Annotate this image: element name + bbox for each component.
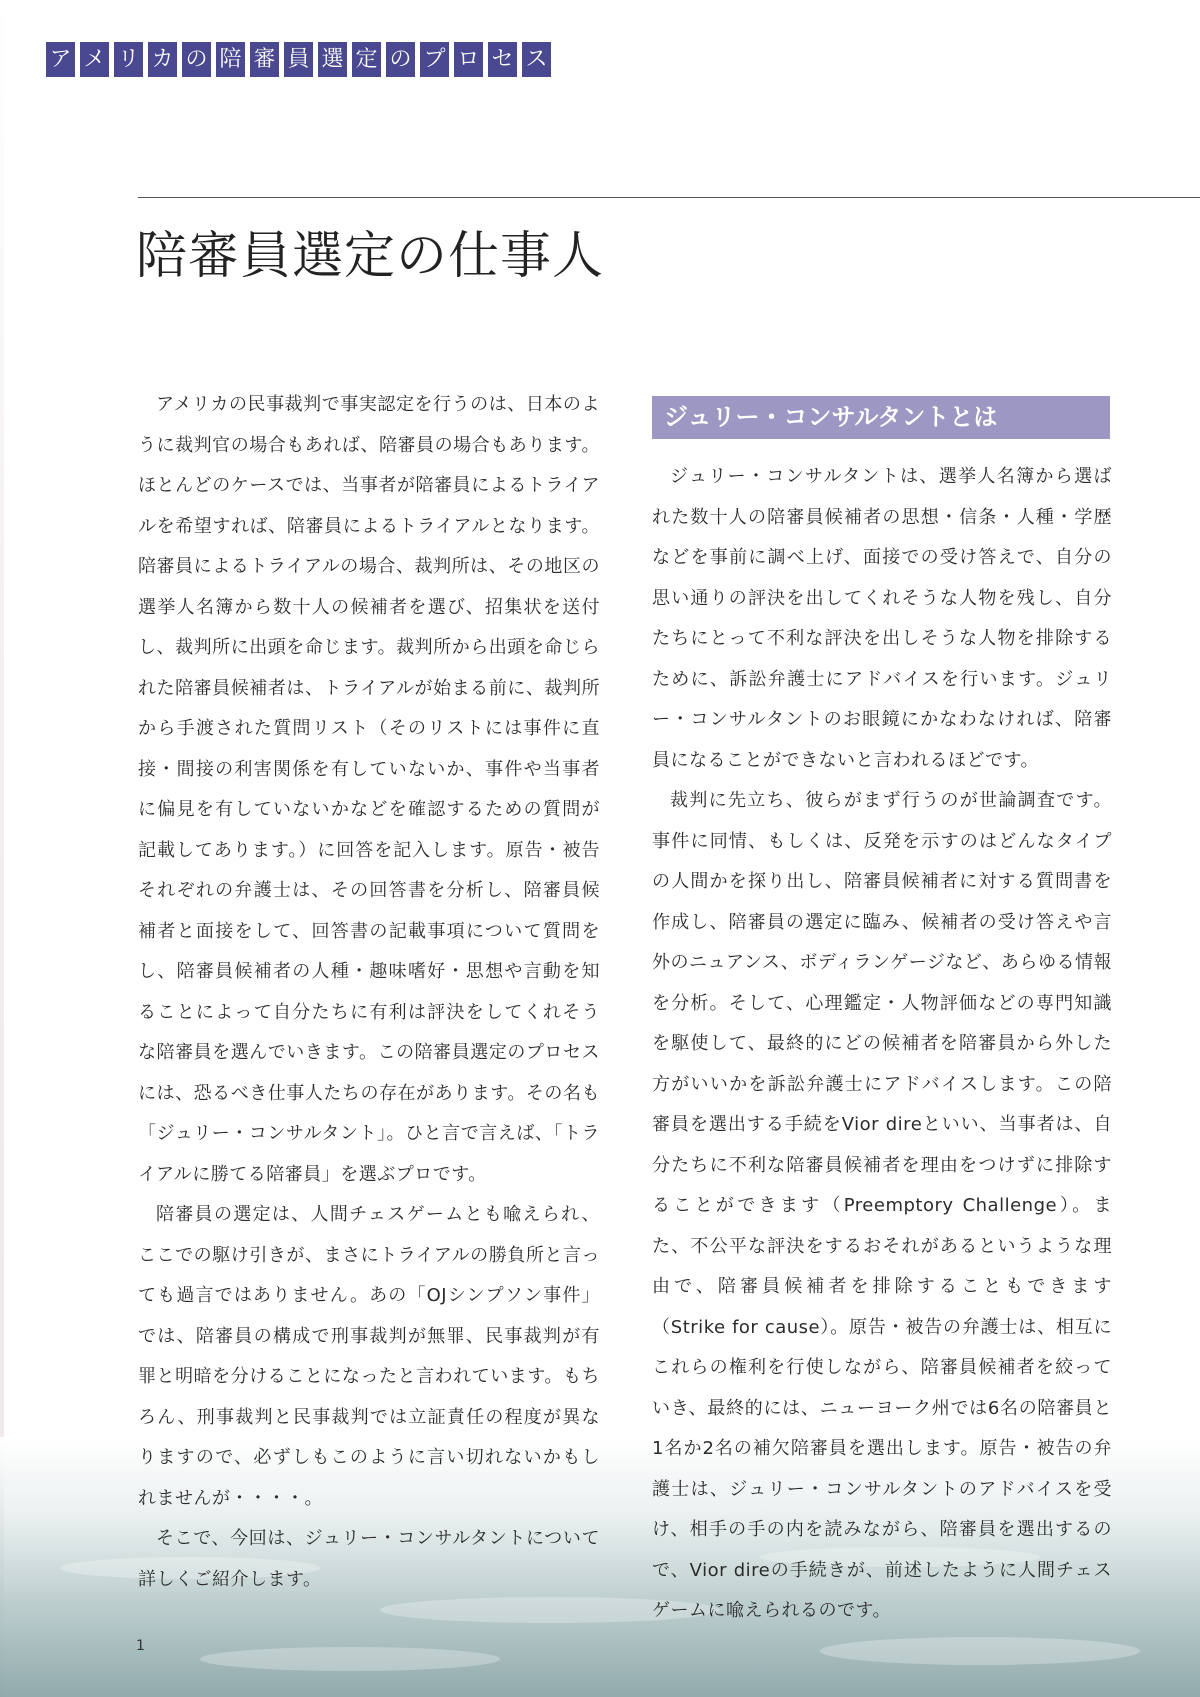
series-title-char: 陪 <box>216 42 245 77</box>
section-heading: ジュリー・コンサルタントとは <box>652 396 1110 439</box>
page-number: 1 <box>136 1638 145 1654</box>
page-title: 陪審員選定の仕事人 <box>136 227 605 286</box>
left-paragraph-1: アメリカの民事裁判で事実認定を行うのは、日本のように裁判官の場合もあれば、陪審員の場合もあります。ほとんどのケースでは、当事者が陪審員によるトライアルを希望すれば、陪審員によるトライアルとなります。陪審員によるトライアルの場合、裁判所は、その地区の選挙人名簿から数十人の候補者を選び、招集状を送付し、裁判所に出頭を命じます。裁判所から出頭を命じられた陪審員候補者は、トライアルが始まる前に、裁判所から手渡された質問リスト（そのリストには事件に直接・間接の利害関係を有していないか、事件や当事者に偏見を有していないかなどを確認するための質問が記載してあります。）に回答を記入します。原告・被告それぞれの弁護士は、その回答書を分析し、陪審員候補者と面接をして、回答書の記載事項について質問をし、陪審員候補者の人種・趣味嗜好・思想や言動を知ることによって自分たちに有利は評決をしてくれそうな陪審員を選んでいきます。この陪審員選定のプロセスには、恐るべき仕事人たちの存在があります。その名も「ジュリー・コンサルタント」。ひと言で言えば、「トライアルに勝てる陪審員」を選ぶプロです。 <box>138 394 600 1185</box>
series-title-char: ア <box>46 42 75 77</box>
series-title-char: セ <box>488 42 517 77</box>
series-title-char: プ <box>420 42 449 77</box>
series-title-char: 審 <box>250 42 279 77</box>
series-title-char: 員 <box>284 42 313 77</box>
left-paragraph-3: そこで、今回は、ジュリー・コンサルタントについて詳しくご紹介します。 <box>138 1528 600 1590</box>
left-column <box>138 385 600 1600</box>
header-divider <box>138 197 1200 198</box>
series-title-char: 選 <box>318 42 347 77</box>
series-title-char: ス <box>522 42 551 77</box>
series-title-char: の <box>386 42 415 77</box>
series-title-char: 定 <box>352 42 381 77</box>
series-title <box>46 42 551 77</box>
series-title-char: の <box>182 42 211 77</box>
left-paragraph-2: 陪審員の選定は、人間チェスゲームとも喩えられ、ここでの駆け引きが、まさにトライアルの勝負所と言っても過言ではありません。あの「OJシンプソン事件」では、陪審員の構成で刑事裁判が無罪、民事裁判が有罪と明暗を分けることになったと言われています。もちろん、刑事裁判と民事裁判では立証責任の程度が異なりますので、必ずしもこのように言い切れないかもしれませんが・・・・。 <box>138 1204 600 1509</box>
series-title-char: ロ <box>454 42 483 77</box>
series-title-char: メ <box>80 42 109 77</box>
series-title-char: リ <box>114 42 143 77</box>
right-paragraph-1: ジュリー・コンサルタントは、選挙人名簿から選ばれた数十人の陪審員候補者の思想・信条・人種・学歴などを事前に調べ上げ、面接での受け答えで、自分の思い通りの評決を出してくれそうな人物を残し、自分たちにとって不利な評決を出しそうな人物を排除するために、訴訟弁護士にアドバイスを行います。ジュリー・コンサルタントのお眼鏡にかなわなければ、陪審員になることができないと言われるほどです。 <box>652 466 1112 771</box>
series-title-char: カ <box>148 42 177 77</box>
right-paragraph-2: 裁判に先立ち、彼らがまず行うのが世論調査です。事件に同情、もしくは、反発を示すのはどんなタイプの人間かを探り出し、陪審員候補者に対する質問書を作成し、陪審員の選定に臨み、候補者の受け答えや言外のニュアンス、ボディランゲージなど、あらゆる情報を分析。そして、心理鑑定・人物評価などの専門知識を駆使して、最終的にどの候補者を陪審員から外した方がいいかを訴訟弁護士にアドバイスします。この陪審員を選出する手続をVior direといい、当事者は、自分たちに不利な陪審員候補者を理由をつけずに排除することができます（Preemptory Challenge）。また、不公平な評決をするおそれがあるというような理由で、陪審員候補者を排除することもできます（Strike for cause）。原告・被告の弁護士は、相互にこれらの権利を行使しながら、陪審員候補者を絞っていき、最終的には、ニューヨーク州では6名の陪審員と1名か2名の補欠陪審員を選出します。原告・被告の弁護士は、ジュリー・コンサルタントのアドバイスを受け、相手の手の内を読みながら、陪審員を選出するので、Vior direの手続きが、前述したように人間チェスゲームに喩えられるのです。 <box>652 790 1112 1621</box>
right-column <box>652 396 1112 1632</box>
